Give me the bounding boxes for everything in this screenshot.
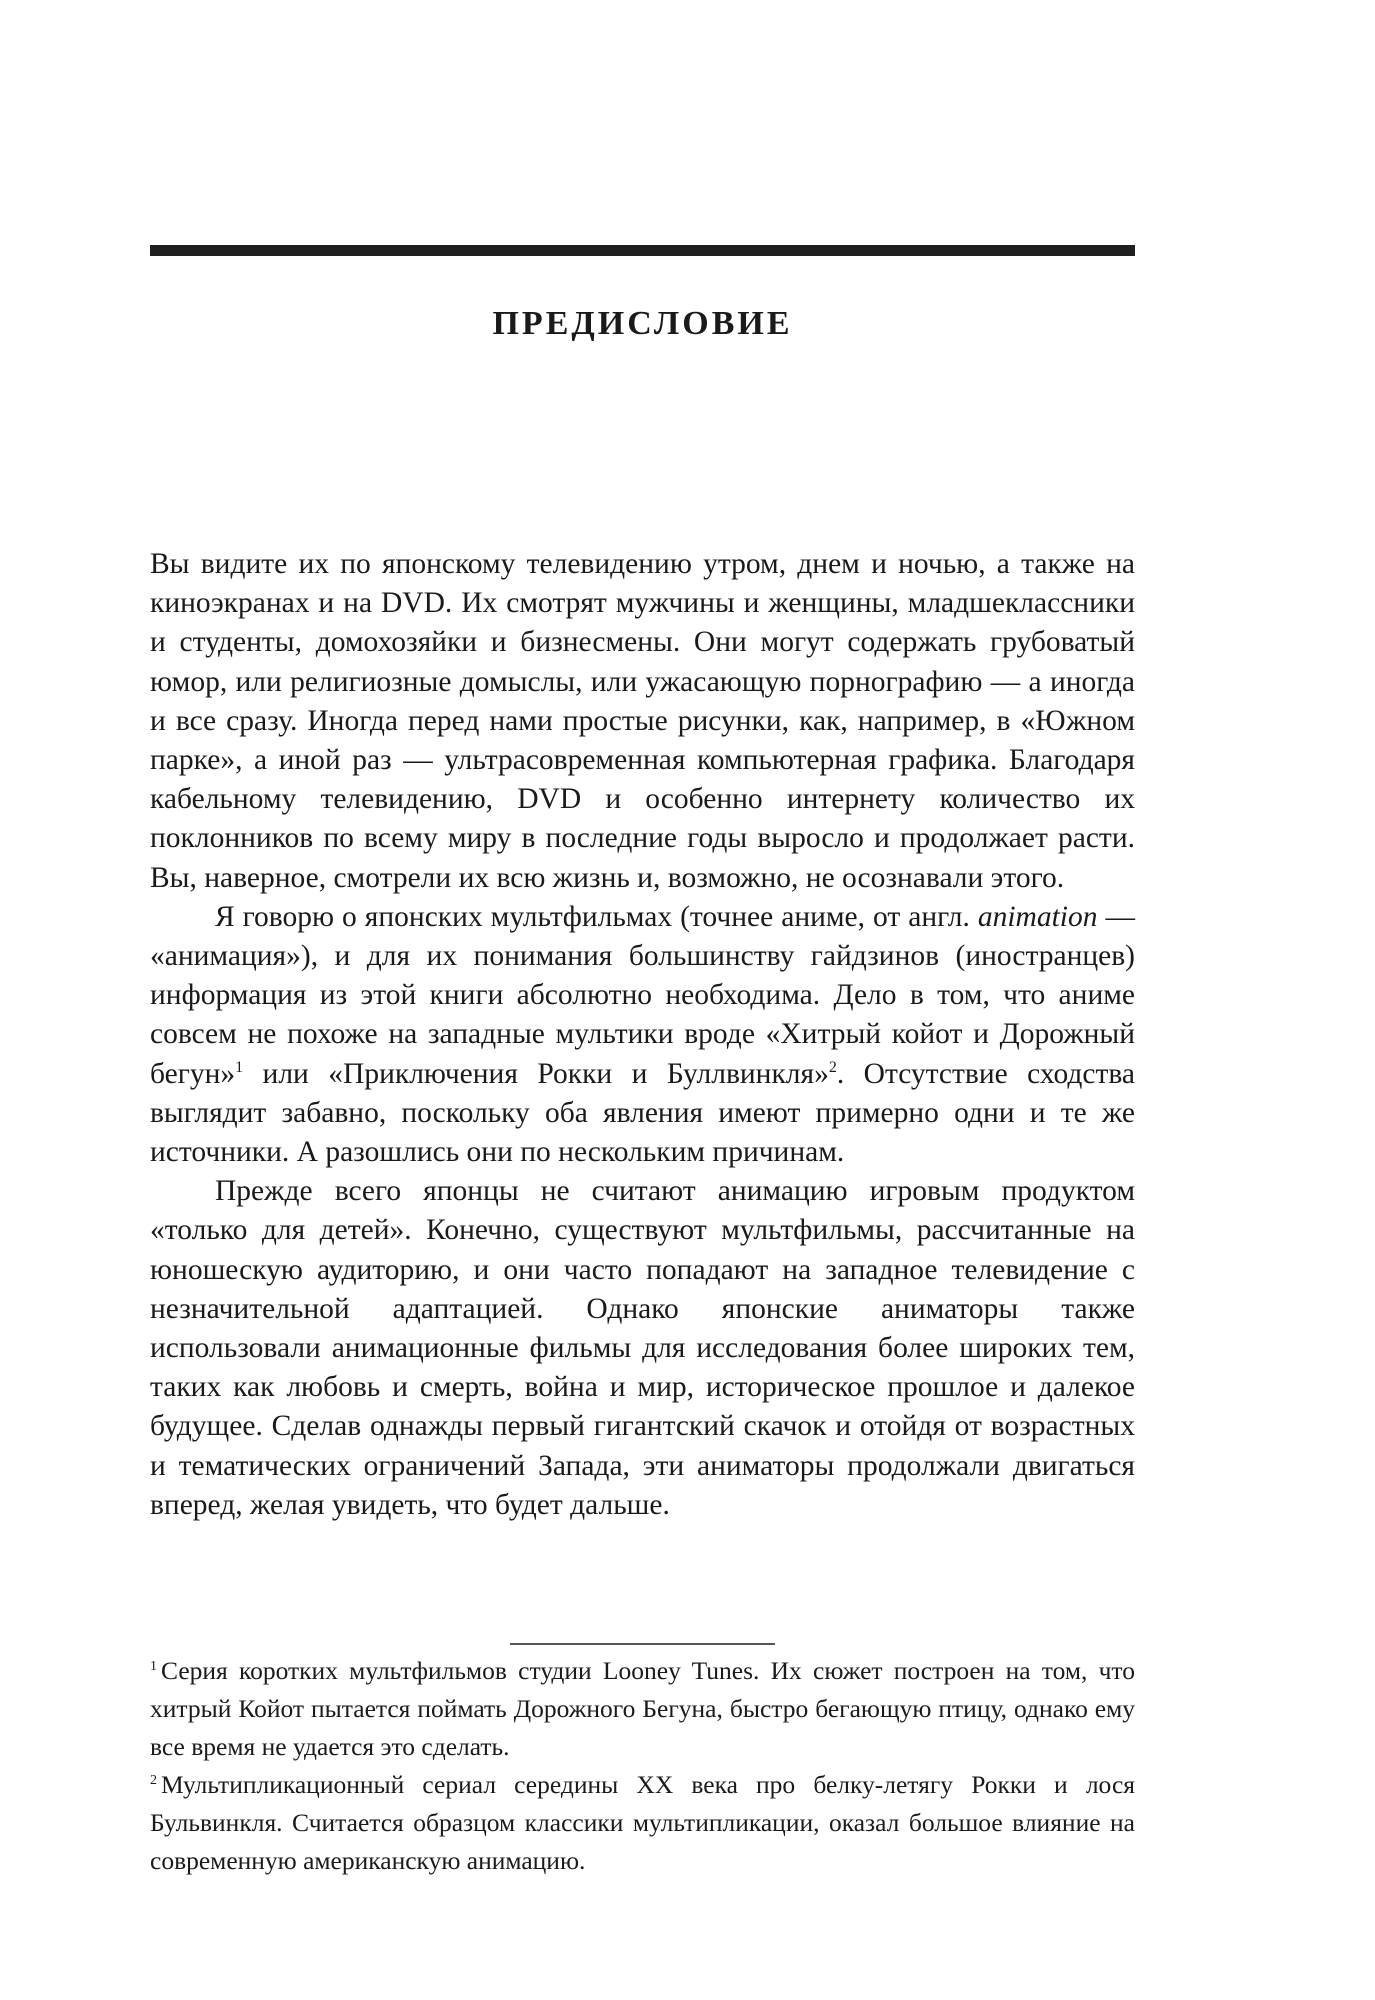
paragraph-2-text-start: Я говорю о японских мультфильмах (точнее аниме, от англ.: [215, 900, 978, 933]
main-text: [150, 545, 1135, 1525]
footnote-1-text: Серия коротких мультфильмов студии Looney Tunes. Их сюжет построен на том, что хитрый Койот пытается поймать Дорожного Бегуна, быстро бегающую птицу, однако ему все время не удается это сделать.: [150, 1656, 1135, 1761]
footnote-2-number: 2: [150, 1772, 157, 1788]
footnote-1-number: 1: [150, 1658, 157, 1674]
english-term: animation: [977, 900, 1098, 933]
footnotes: [150, 1652, 1135, 1880]
paragraph-2-text-between: или «Приключения Рокки и Буллвинкля»: [243, 1057, 829, 1090]
paragraph-3: Прежде всего японцы не считают анимацию игровым продуктом «только для детей». Конечно, существуют мультфильмы, рассчитанные на юношескую аудиторию, и они часто попадают на западное телевидение с незначительной адаптацией. Однако японские аниматоры также использовали анимационные фильмы для исследования более широких тем, таких как любовь и смерть, война и мир, историческое прошлое и далекое будущее. Сделав однажды первый гигантский скачок и отойдя от возрастных и тематических ограничений Запада, эти аниматоры продолжали двигаться вперед, желая увидеть, что будет дальше.: [150, 1175, 1135, 1521]
chapter-top-rule: [150, 245, 1135, 256]
footnote-ref-2[interactable]: 2: [828, 1058, 837, 1076]
paragraph-2-text-middle: — «анимация»), и для их понимания большинству гайдзинов (иностранцев) информация из этой книги абсолютно необходима. Дело в том, что аниме совсем не похоже на западные мультики вроде «Хитрый койот и Дорожный бегун»: [150, 900, 1136, 1090]
footnote-1: [150, 1652, 1135, 1766]
footnote-separator: [510, 1643, 775, 1645]
footnote-2: [150, 1766, 1135, 1880]
footnote-ref-1[interactable]: 1: [235, 1058, 244, 1076]
footnote-2-text: Мультипликационный сериал середины XX века про белку-летягу Рокки и лося Бульвинкля. Считается образцом классики мультипликации, оказал большое влияние на современную американскую анимацию.: [150, 1770, 1135, 1875]
paragraph-1: Вы видите их по японскому телевидению утром, днем и ночью, а также на киноэкранах и на DVD. Их смотрят мужчины и женщины, младшеклассники и студенты, домохозяйки и бизнесмены. Они могут содержать грубоватый юмор, или религиозные домыслы, или ужасающую порнографию — а иногда и все сразу. Иногда перед нами простые рисунки, как, например, в «Южном парке», а иной раз — ультрасовременная компьютерная графика. Благодаря кабельному телевидению, DVD и особенно интернету количество их поклонников по всему миру в последние годы выросло и продолжает расти. Вы, наверное, смотрели их всю жизнь и, возможно, не осознавали этого.: [150, 548, 1135, 894]
paragraph-2-text-end: . Отсутствие сходства выглядит забавно, поскольку оба явления имеют примерно одни и те же источники. А разошлись они по нескольким причинам.: [150, 1057, 1135, 1169]
paragraph-2: [150, 898, 1135, 1172]
chapter-title: ПРЕДИСЛОВИЕ: [492, 305, 793, 342]
